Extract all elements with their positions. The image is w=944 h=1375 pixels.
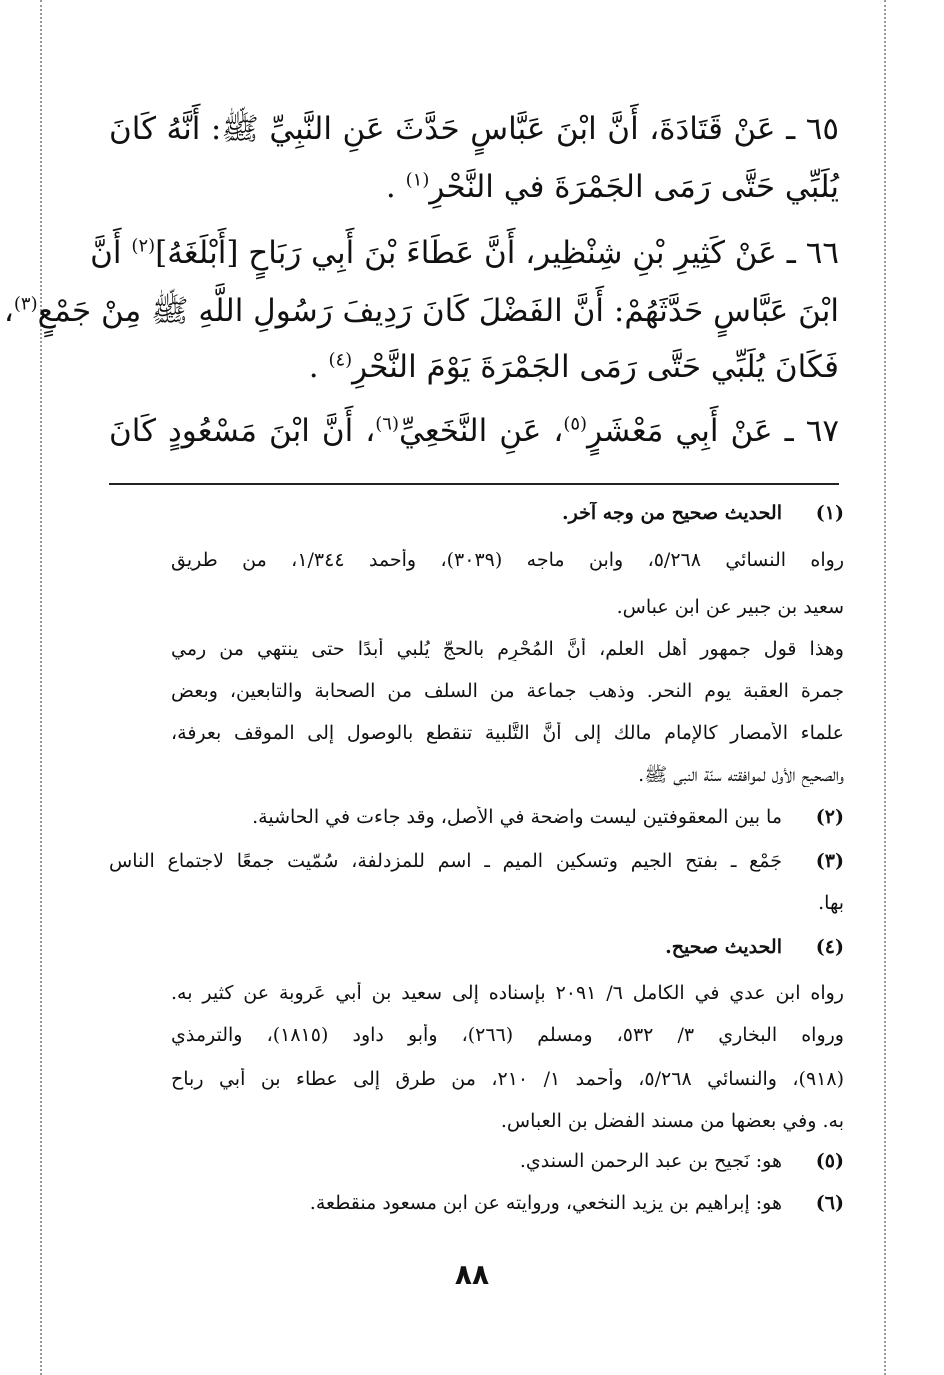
footnote-3-line-2: بها.	[818, 892, 844, 914]
main-text-line-5: فَكَانَ يُلَبِّي حَتَّى رَمَى الجَمْرَةَ يَوْمَ النَّحْرِ$^{(٤)}$ .	[308, 349, 839, 385]
page-number: ٨٨	[454, 1258, 490, 1291]
footnote-1-line-2: سعيد بن جبير عن ابن عباس.	[616, 596, 844, 618]
footnote-number: (٤)	[815, 936, 844, 958]
footnote-text: جَمْع ـ بفتح الجيم وتسكين الميم ـ اسم للمزدلفة، سُمّيت جمعًا لاجتماع الناس	[109, 850, 782, 872]
footnote-text: ما بين المعقوفتين ليست واضحة في الأصل، وقد جاءت في الحاشية.	[252, 806, 782, 828]
footnote-4-line-4: به. وفي بعضها من مسند الفضل بن العباس.	[500, 1110, 844, 1132]
main-text-line-1: ٦٥ ـ عَنْ قَتَادَةَ، أَنَّ ابْنَ عَبَّاسٍ حَدَّثَ عَنِ النَّبِيِّ ﷺ: أَنَّهُ كَانَ	[109, 111, 839, 147]
footnote-1-line-3: وهذا قول جمهور أهل العلم، أنَّ المُحْرِم بالحجّ يُلبي أبدًا حتى ينتهي من رمي	[171, 638, 844, 660]
footnote-number: (١)	[815, 502, 844, 524]
footnote-4-line-3: (٩١٨)، والنسائي ٥/٢٦٨، وأحمد ١/ ٢١٠، من طرق إلى عطاء بن أبي رباح	[171, 1068, 844, 1090]
main-text-line-4: ابْنَ عَبَّاسٍ حَدَّثَهُمْ: أَنَّ الفَضْلَ كَانَ رَدِيفَ رَسُولِ اللَّهِ ﷺ مِنْ جَمْعٍ$^{(٣)}$،	[3, 293, 839, 329]
footnote-1-line-1: رواه النسائي ٥/٢٦٨، وابن ماجه (٣٠٣٩)، وأحمد ١/٣٤٤، من طريق	[171, 549, 844, 571]
footnote-number: (٢)	[815, 806, 844, 828]
footnote-number: (٣)	[815, 850, 844, 872]
footnote-ref-6[interactable]: (٦)	[375, 413, 399, 435]
footnote-ref-2[interactable]: (٢)	[131, 235, 156, 257]
footnote-1	[109, 502, 844, 525]
footnote-ref-3[interactable]: (٣)	[13, 293, 38, 315]
footnote-3	[109, 850, 844, 873]
footnote-1-line-5: علماء الأمصار كالإمام مالك إلى أنَّ التَّلبية تنقطع بالوصول إلى الموقف بعرفة،	[171, 722, 844, 744]
main-text-line-6: ٦٧ ـ عَنْ أَبِي مَعْشَرٍ$^{(٥)}$، عَنِ النَّخَعِيِّ$^{(٦)}$، أَنَّ ابْنَ مَسْعُودٍ كَانَ	[109, 413, 839, 449]
footnote-4	[109, 936, 844, 959]
footnote-text: هو: إبراهيم بن يزيد النخعي، وروايته عن ابن مسعود منقطعة.	[309, 1192, 782, 1214]
footnote-number: (٦)	[815, 1192, 844, 1214]
footnote-1-line-4: جمرة العقبة يوم النحر. وذهب جماعة من السلف من الصحابة والتابعين، وبعض	[171, 680, 844, 702]
footnote-1-line-6: والصحيح الأول لموافقته سنّة النبي ﷺ.	[638, 764, 844, 786]
main-text-line-3: ٦٦ ـ عَنْ كَثِيرِ بْنِ شِنْظِير، أَنَّ عَطَاءَ بْنَ أَبِي رَبَاحٍ [أَبْلَغَهُ]$^{(٢)}$ أَنَّ	[90, 235, 839, 271]
scan-edge-left	[40, 0, 42, 1375]
footnote-title: الحديث صحيح من وجه آخر.	[562, 502, 782, 524]
footnote-2	[109, 806, 844, 829]
main-text-line-2: يُلَبِّي حَتَّى رَمَى الجَمْرَةَ في النَّحْرِ$^{(١)}$ .	[385, 169, 839, 205]
footnote-number: (٥)	[815, 1150, 844, 1172]
footnote-text: هو: نَجيح بن عبد الرحمن السندي.	[519, 1150, 782, 1172]
scan-edge-right	[884, 0, 886, 1375]
footnote-title: الحديث صحيح.	[665, 936, 782, 958]
footnote-ref-4[interactable]: (٤)	[328, 349, 353, 371]
footnote-ref-1[interactable]: (١)	[405, 169, 430, 191]
footnote-4-line-1: رواه ابن عدي في الكامل ٦/ ٢٠٩١ بإسناده إلى سعيد بن أبي عَروبة عن كثير به.	[171, 982, 844, 1004]
footnote-ref-5[interactable]: (٥)	[563, 413, 588, 435]
footnote-5	[109, 1150, 844, 1173]
footnote-4-line-2: ورواه البخاري ٣/ ٥٣٢، ومسلم (٢٦٦)، وأبو داود (١٨١٥)، والترمذي	[171, 1024, 844, 1046]
footnote-6	[109, 1192, 844, 1215]
footnote-separator	[109, 483, 839, 485]
